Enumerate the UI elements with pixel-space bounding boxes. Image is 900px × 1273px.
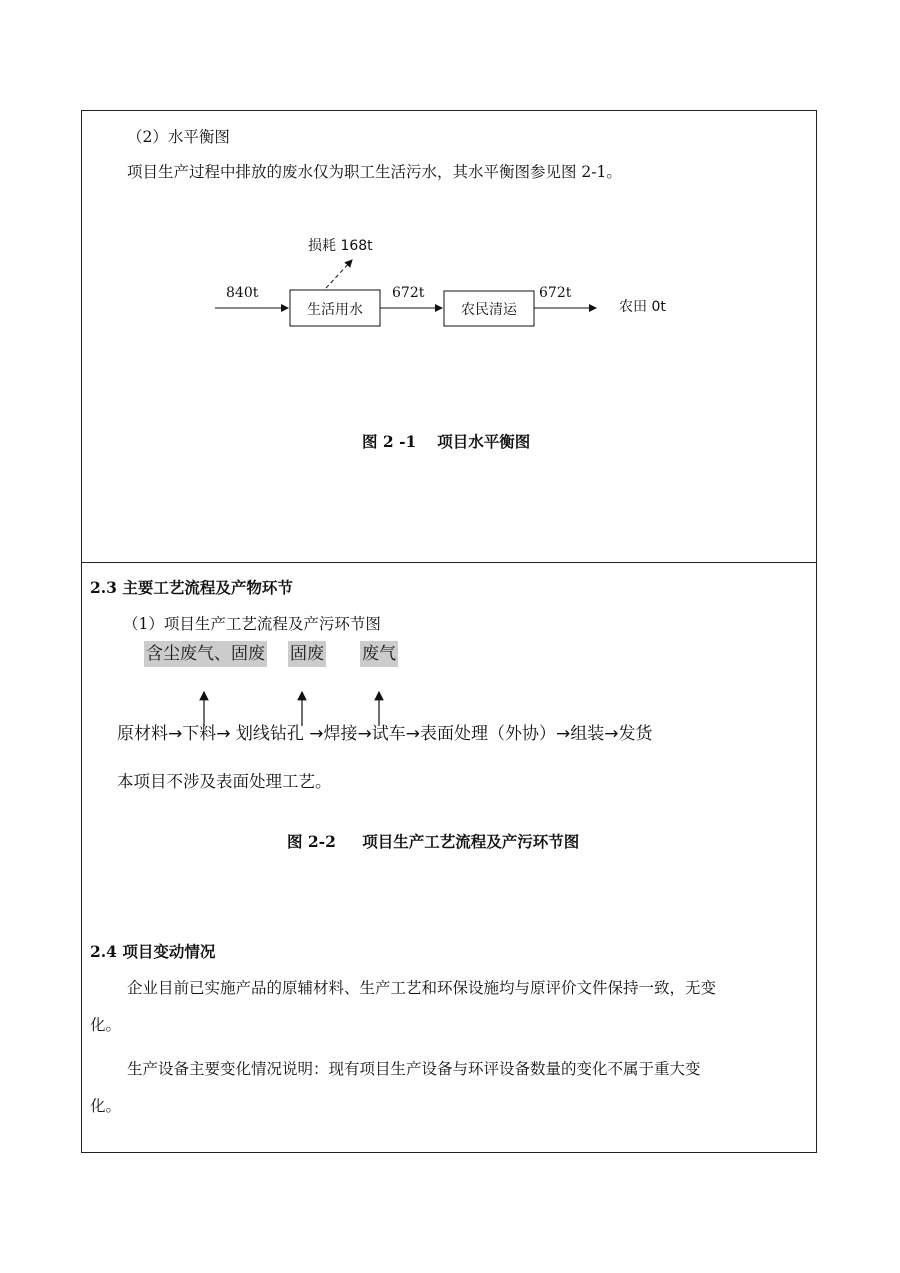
box-domestic-water-label: 生活用水 xyxy=(307,302,363,318)
loss-label: 损耗 168t xyxy=(308,238,373,254)
figure-2-2-caption: 图 2-2 项目生产工艺流程及产污环节图 xyxy=(287,832,580,851)
section-2-3-heading: 2.3 主要工艺流程及产物环节 xyxy=(90,578,293,597)
output-label: 672t xyxy=(539,285,572,301)
water-balance-intro: 项目生产过程中排放的废水仅为职工生活污水，其水平衡图参见图 2-1。 xyxy=(127,163,622,181)
water-balance-diagram xyxy=(200,230,700,340)
change-para2-line2: 化。 xyxy=(90,1097,122,1115)
loss-arrow xyxy=(326,260,352,288)
flow-part-1: 原材料→下料→ xyxy=(117,724,236,744)
change-para1-line1: 企业目前已实施产品的原辅材料、生产工艺和环保设施均与原评价文件保持一致，无变 xyxy=(127,979,717,997)
section-divider xyxy=(81,562,817,563)
water-balance-subtitle: （2）水平衡图 xyxy=(127,128,230,146)
flow-part-2: 划线钻孔 xyxy=(235,724,304,744)
change-para1-line2: 化。 xyxy=(90,1016,122,1034)
process-flow-line xyxy=(117,719,653,744)
input-label: 840t xyxy=(226,285,259,301)
middle-label: 672t xyxy=(392,285,425,301)
pollutant-label-gas: 废气 xyxy=(360,641,398,667)
process-subtitle: （1）项目生产工艺流程及产污环节图 xyxy=(123,615,381,633)
surface-treatment-note: 本项目不涉及表面处理工艺。 xyxy=(117,772,332,791)
flow-part-3: →焊接→试车→表面处理（外协）→组装→发货 xyxy=(303,724,653,744)
section-2-4-heading: 2.4 项目变动情况 xyxy=(90,942,216,961)
change-para2-line1: 生产设备主要变化情况说明：现有项目生产设备与环评设备数量的变化不属于重大变 xyxy=(127,1060,701,1078)
box-farmer-transport-label: 农民清运 xyxy=(461,302,517,318)
pollutant-label-solid: 固废 xyxy=(288,641,326,667)
end-label: 农田 0t xyxy=(619,299,666,315)
pollutant-label-dust-solid: 含尘废气、固废 xyxy=(144,641,267,667)
figure-2-1-caption: 图 2 -1 项目水平衡图 xyxy=(362,432,531,451)
